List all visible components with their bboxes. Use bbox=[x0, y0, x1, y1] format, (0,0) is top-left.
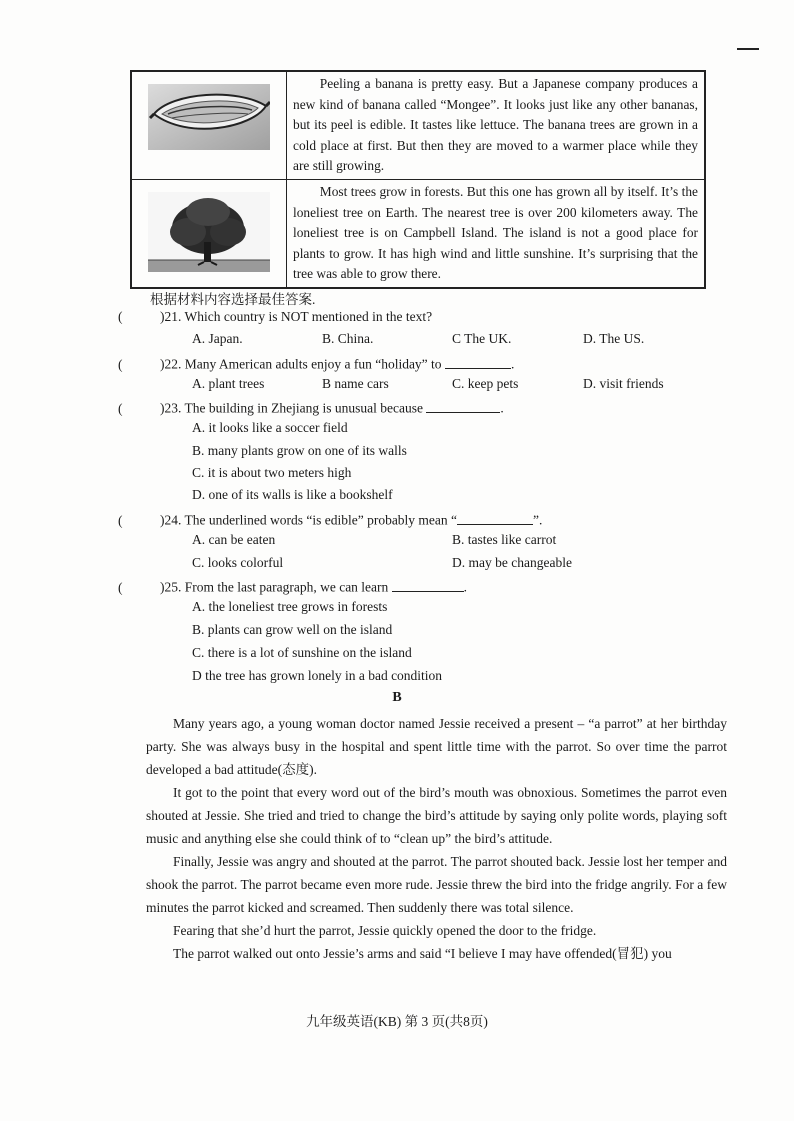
question-25 bbox=[118, 577, 467, 596]
answer-paren[interactable]: ( bbox=[118, 579, 123, 595]
banana-illustration-icon bbox=[148, 84, 270, 150]
tree-illustration-icon bbox=[148, 192, 270, 272]
answer-paren[interactable]: ( bbox=[118, 512, 123, 528]
blank-suffix: ”. bbox=[533, 512, 543, 528]
question-21 bbox=[118, 309, 432, 325]
answer-paren[interactable]: ( bbox=[118, 309, 123, 324]
question-24 bbox=[118, 510, 542, 529]
banana-text: Peeling a banana is pretty easy. But a Japanese company produces a new kind of banana called “Mongee”. It looks just like any other bananas, but its peel is edible. It tastes like lettuce. The banana trees are grown in a cold place at first. But then they are moved to a warmer place while they are still growing. bbox=[293, 76, 698, 174]
passage-paragraph: The parrot walked out onto Jessie’s arms and said “I believe I may have offended(冒犯) you bbox=[173, 946, 672, 961]
option-a[interactable]: A. the loneliest tree grows in forests bbox=[192, 599, 388, 614]
answer-paren[interactable]: ( bbox=[118, 356, 123, 372]
option-a[interactable]: A. Japan. bbox=[192, 331, 243, 346]
option-b[interactable]: B. China. bbox=[322, 331, 374, 346]
question-stem: )22. Many American adults enjoy a fun “holiday” to bbox=[160, 356, 442, 372]
material-table bbox=[130, 70, 706, 289]
tree-text: Most trees grow in forests. But this one has grown all by itself. It’s the loneliest tree on Earth. The nearest tree is over 200 kilometers away. The loneliest tree is on Campbell Island. The island is not a good place for plants to grow. It has high wind and little sunshine. It’s surprising that the tree was able to grow there. bbox=[293, 183, 698, 282]
tree-image-cell bbox=[131, 179, 287, 287]
question-stem: )23. The building in Zhejiang is unusual because bbox=[160, 400, 423, 416]
banana-text-cell bbox=[287, 71, 706, 179]
material-row-banana bbox=[131, 71, 705, 179]
option-c[interactable]: C. keep pets bbox=[452, 376, 519, 391]
section-b-title: B bbox=[392, 690, 402, 705]
passage-b bbox=[146, 712, 727, 965]
material-row-tree bbox=[131, 179, 705, 287]
passage-paragraph: Many years ago, a young woman doctor named Jessie received a present – “a parrot” at her birthday party. She was always busy in the hospital and spent little time with the parrot. So over time the parrot developed a bad attitude(态度). bbox=[146, 716, 727, 777]
blank-suffix: . bbox=[500, 400, 504, 416]
option-d[interactable]: D. one of its walls is like a bookshelf bbox=[192, 487, 393, 502]
question-23 bbox=[118, 398, 504, 417]
option-b[interactable]: B. tastes like carrot bbox=[452, 532, 557, 547]
option-d[interactable]: D the tree has grown lonely in a bad condition bbox=[192, 668, 443, 683]
option-b[interactable]: B name cars bbox=[322, 376, 389, 391]
option-d[interactable]: D. The US. bbox=[583, 331, 645, 346]
option-c[interactable]: C. there is a lot of sunshine on the island bbox=[192, 645, 412, 660]
option-a[interactable]: A. it looks like a soccer field bbox=[192, 420, 348, 435]
instruction: 根据材料内容选择最佳答案. bbox=[150, 292, 316, 307]
answer-blank[interactable] bbox=[445, 354, 511, 369]
answer-blank[interactable] bbox=[457, 510, 533, 525]
passage-paragraph: It got to the point that every word out of the bird’s mouth was obnoxious. Sometimes the parrot even shouted at Jessie. She tried and tried to change the bird’s attitude by saying only polite words, playing soft music and anything else she could think of to “clean up” the bird’s attitude. bbox=[146, 785, 727, 846]
question-stem: )21. Which country is NOT mentioned in the text? bbox=[160, 309, 433, 324]
passage-paragraph: Fearing that she’d hurt the parrot, Jessie quickly opened the door to the fridge. bbox=[173, 923, 597, 938]
passage-paragraph: Finally, Jessie was angry and shouted at the parrot. The parrot shouted back. Jessie lost her temper and shook the parrot. The parrot became even more rude. Jessie threw the bird into the fridge angrily. For a few minutes the parrot kicked and screamed. Then suddenly there was total silence. bbox=[146, 854, 727, 915]
question-stem: )25. From the last paragraph, we can learn bbox=[160, 579, 389, 595]
option-c[interactable]: C. looks colorful bbox=[192, 555, 284, 570]
option-c[interactable]: C. it is about two meters high bbox=[192, 465, 352, 480]
option-b[interactable]: B. many plants grow on one of its walls bbox=[192, 443, 407, 458]
corner-mark bbox=[737, 48, 759, 50]
answer-paren[interactable]: ( bbox=[118, 400, 123, 416]
answer-blank[interactable] bbox=[426, 398, 500, 413]
question-22 bbox=[118, 354, 514, 373]
option-c[interactable]: C The UK. bbox=[452, 331, 512, 346]
option-d[interactable]: D. may be changeable bbox=[452, 555, 572, 570]
tree-text-cell bbox=[287, 179, 706, 287]
banana-image-cell bbox=[131, 71, 287, 179]
blank-suffix: . bbox=[510, 356, 515, 372]
question-stem: )24. The underlined words “is edible” probably mean “ bbox=[160, 512, 458, 528]
option-d[interactable]: D. visit friends bbox=[583, 376, 664, 391]
answer-blank[interactable] bbox=[392, 577, 464, 592]
option-a[interactable]: A. can be eaten bbox=[192, 532, 276, 547]
blank-suffix: . bbox=[463, 579, 468, 595]
option-b[interactable]: B. plants can grow well on the island bbox=[192, 622, 393, 637]
option-a[interactable]: A. plant trees bbox=[192, 376, 265, 391]
page-footer: 九年级英语(KB) 第 3 页(共8页) bbox=[306, 1014, 488, 1029]
